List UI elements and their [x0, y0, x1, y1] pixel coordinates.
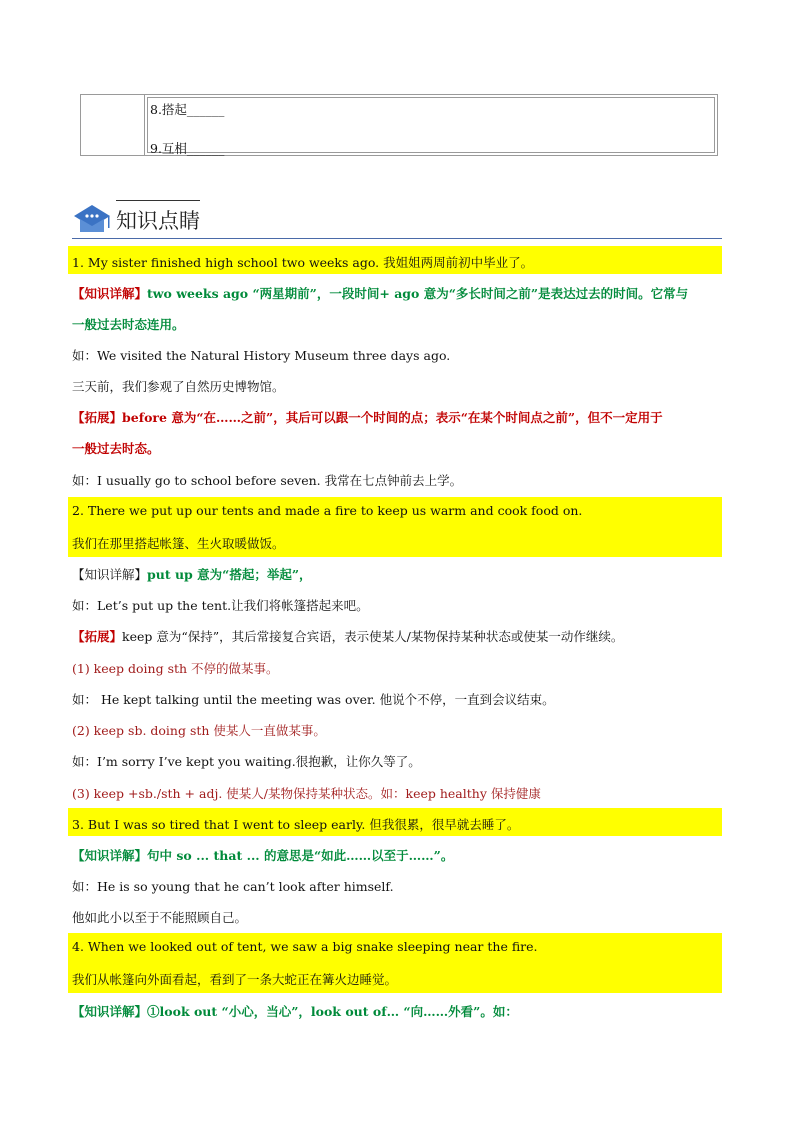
sentence-1: 1. My sister finished high school two weeks ago. 我姐姐两周前初中毕业了。 [72, 255, 534, 270]
sentence-4: 4. When we looked out of tent, we saw a big snake sleeping near the fire. [72, 939, 538, 954]
extension-text: before 意为“在……之前”，其后可以跟一个时间的点；表示“在某个时间点之前”，但不一定用于 [122, 410, 663, 425]
explanation-4 [72, 1002, 518, 1020]
table-row-9: 9.互相______ [150, 141, 225, 156]
extension-2 [72, 627, 623, 645]
explanation-1 [72, 284, 688, 302]
example-4-translation: 他如此小以至于不能照顾自己。 [72, 910, 248, 925]
table-label-cell [81, 95, 145, 155]
explanation-2 [72, 565, 312, 583]
table-row-8: 8.搭起______ [150, 102, 225, 117]
sentence-2: 2. There we put up our tents and made a fire to keep us warm and cook food on. [72, 503, 583, 518]
tag-label: 【拓展】 [72, 410, 123, 425]
tag-label: 【知识详解】 [72, 1004, 148, 1019]
usage-2: (2) keep sb. doing sth 使某人一直做某事。 [72, 723, 326, 738]
usage-1: (1) keep doing sth 不停的做某事。 [72, 661, 279, 676]
extension-1-cont: 一般过去时态。 [72, 441, 160, 456]
usage-2-example: 如：I’m sorry I’ve kept you waiting.很抱歉，让你久等了。 [72, 754, 421, 769]
explanation-text: 句中 so ... that ... 的意思是“如此……以至于……”。 [147, 848, 454, 863]
example-3: 如：Let’s put up the tent.让我们将帐篷搭起来吧。 [72, 598, 369, 613]
tag-label: 【知识详解】 [72, 848, 148, 863]
section-title: 知识点睛 [116, 209, 200, 233]
sentence-4-translation: 我们从帐篷向外面看起，看到了一条大蛇正在篝火边睡觉。 [72, 972, 398, 987]
example-1-translation: 三天前，我们参观了自然历史博物馆。 [72, 379, 285, 394]
explanation-text: two weeks ago “两星期前”，一段时间+ ago 意为“多长时间之前”是表达过去的时间。它常与 [147, 286, 689, 301]
graduation-cap-icon [72, 202, 112, 236]
explanation-text: put up 意为“搭起；举起”， [147, 567, 312, 582]
tag-label: 【知识详解】 [72, 567, 148, 582]
example-2: 如：I usually go to school before seven. 我常在七点钟前去上学。 [72, 473, 463, 488]
tag-label: 【拓展】 [72, 629, 123, 644]
heading-rule [72, 238, 722, 239]
explanation-3 [72, 846, 453, 864]
sentence-3: 3. But I was so tired that I went to sleep early. 但我很累，很早就去睡了。 [72, 817, 520, 832]
table-content-cell [147, 97, 715, 153]
usage-1-example: 如： He kept talking until the meeting was over. 他说个不停，一直到会议结束。 [72, 692, 555, 707]
sentence-2-translation: 我们在那里搭起帐篷、生火取暖做饭。 [72, 536, 285, 551]
tag-label: 【知识详解】 [72, 286, 148, 301]
extension-text: keep 意为“保持”，其后常接复合宾语，表示使某人/某物保持某种状态或使某一动作继续。 [122, 629, 624, 644]
section-heading [72, 198, 722, 240]
explanation-text: ①look out “小心，当心”，look out of… “向……外看”。如： [147, 1004, 518, 1019]
usage-3: (3) keep +sb./sth + adj. 使某人/某物保持某种状态。如：keep healthy 保持健康 [72, 786, 541, 801]
heading-overline [116, 200, 200, 201]
example-1: 如：We visited the Natural History Museum three days ago. [72, 348, 451, 363]
example-4: 如：He is so young that he can’t look after himself. [72, 879, 394, 894]
explanation-1-cont: 一般过去时态连用。 [72, 317, 185, 332]
extension-1 [72, 408, 663, 426]
